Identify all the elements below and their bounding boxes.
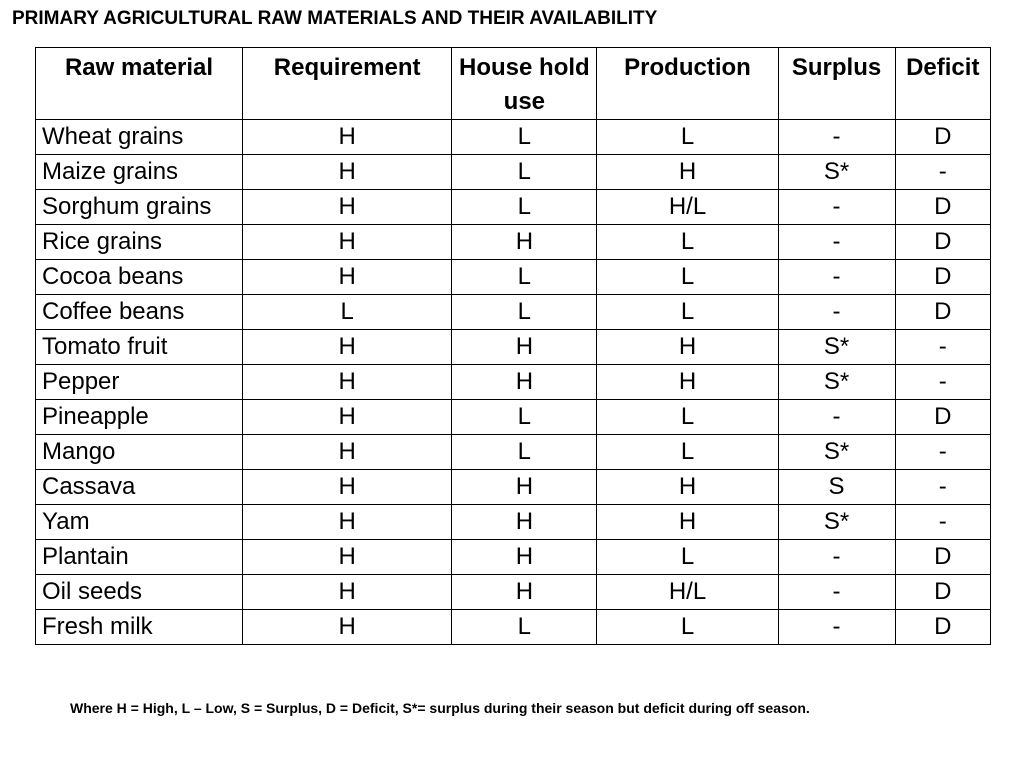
- cell-surplus: -: [778, 400, 895, 435]
- cell-production: H/L: [597, 190, 778, 225]
- cell-raw-material: Coffee beans: [36, 295, 243, 330]
- cell-requirement: H: [243, 190, 452, 225]
- header-production: Production: [597, 48, 778, 120]
- cell-household-use: L: [452, 400, 597, 435]
- table-row: [36, 400, 991, 435]
- header-surplus: Surplus: [778, 48, 895, 120]
- cell-household-use: L: [452, 260, 597, 295]
- table-row: [36, 575, 991, 610]
- cell-household-use: L: [452, 120, 597, 155]
- cell-household-use: H: [452, 505, 597, 540]
- cell-requirement: H: [243, 470, 452, 505]
- cell-surplus: -: [778, 120, 895, 155]
- cell-requirement: H: [243, 575, 452, 610]
- cell-production: H: [597, 505, 778, 540]
- cell-household-use: H: [452, 575, 597, 610]
- table-row: [36, 365, 991, 400]
- cell-production: H: [597, 365, 778, 400]
- cell-surplus: S*: [778, 330, 895, 365]
- cell-production: L: [597, 120, 778, 155]
- cell-raw-material: Rice grains: [36, 225, 243, 260]
- cell-requirement: L: [243, 295, 452, 330]
- cell-deficit: D: [895, 190, 990, 225]
- table-row: [36, 470, 991, 505]
- cell-surplus: -: [778, 260, 895, 295]
- cell-household-use: H: [452, 330, 597, 365]
- cell-raw-material: Plantain: [36, 540, 243, 575]
- table-row: [36, 505, 991, 540]
- cell-surplus: S*: [778, 435, 895, 470]
- table-row: [36, 155, 991, 190]
- cell-raw-material: Sorghum grains: [36, 190, 243, 225]
- cell-surplus: S: [778, 470, 895, 505]
- cell-household-use: L: [452, 435, 597, 470]
- cell-deficit: -: [895, 470, 990, 505]
- cell-production: H: [597, 155, 778, 190]
- cell-requirement: H: [243, 330, 452, 365]
- table-row: [36, 540, 991, 575]
- cell-raw-material: Yam: [36, 505, 243, 540]
- cell-deficit: D: [895, 575, 990, 610]
- cell-deficit: D: [895, 120, 990, 155]
- cell-surplus: -: [778, 610, 895, 645]
- cell-deficit: D: [895, 610, 990, 645]
- cell-raw-material: Oil seeds: [36, 575, 243, 610]
- header-raw-material: Raw material: [36, 48, 243, 120]
- table-row: [36, 190, 991, 225]
- cell-production: L: [597, 540, 778, 575]
- cell-raw-material: Maize grains: [36, 155, 243, 190]
- table-row: [36, 260, 991, 295]
- cell-household-use: L: [452, 190, 597, 225]
- cell-production: L: [597, 435, 778, 470]
- cell-requirement: H: [243, 155, 452, 190]
- header-requirement: Requirement: [243, 48, 452, 120]
- cell-production: L: [597, 610, 778, 645]
- cell-raw-material: Fresh milk: [36, 610, 243, 645]
- cell-surplus: -: [778, 295, 895, 330]
- page-title: PRIMARY AGRICULTURAL RAW MATERIALS AND THEIR AVAILABILITY: [12, 8, 658, 29]
- cell-production: L: [597, 225, 778, 260]
- cell-surplus: S*: [778, 505, 895, 540]
- cell-deficit: D: [895, 540, 990, 575]
- table-row: [36, 610, 991, 645]
- cell-deficit: D: [895, 295, 990, 330]
- cell-deficit: D: [895, 225, 990, 260]
- cell-surplus: S*: [778, 155, 895, 190]
- cell-household-use: L: [452, 155, 597, 190]
- cell-production: H/L: [597, 575, 778, 610]
- cell-household-use: H: [452, 365, 597, 400]
- cell-production: L: [597, 400, 778, 435]
- cell-raw-material: Cassava: [36, 470, 243, 505]
- cell-surplus: S*: [778, 365, 895, 400]
- table-row: [36, 330, 991, 365]
- cell-requirement: H: [243, 260, 452, 295]
- cell-household-use: H: [452, 470, 597, 505]
- cell-household-use: H: [452, 540, 597, 575]
- cell-deficit: -: [895, 435, 990, 470]
- cell-production: H: [597, 470, 778, 505]
- cell-requirement: H: [243, 400, 452, 435]
- table-row: [36, 225, 991, 260]
- cell-deficit: -: [895, 365, 990, 400]
- cell-household-use: H: [452, 225, 597, 260]
- cell-production: L: [597, 295, 778, 330]
- cell-requirement: H: [243, 610, 452, 645]
- cell-household-use: L: [452, 295, 597, 330]
- cell-requirement: H: [243, 120, 452, 155]
- table-row: [36, 435, 991, 470]
- cell-deficit: D: [895, 260, 990, 295]
- cell-deficit: -: [895, 155, 990, 190]
- cell-requirement: H: [243, 540, 452, 575]
- cell-production: H: [597, 330, 778, 365]
- cell-requirement: H: [243, 505, 452, 540]
- cell-requirement: H: [243, 435, 452, 470]
- cell-raw-material: Cocoa beans: [36, 260, 243, 295]
- cell-raw-material: Wheat grains: [36, 120, 243, 155]
- cell-requirement: H: [243, 225, 452, 260]
- cell-surplus: -: [778, 190, 895, 225]
- cell-surplus: -: [778, 575, 895, 610]
- table-header-row: [36, 48, 991, 120]
- header-household-use: House hold use: [452, 48, 597, 120]
- cell-deficit: -: [895, 505, 990, 540]
- cell-surplus: -: [778, 225, 895, 260]
- header-deficit: Deficit: [895, 48, 990, 120]
- table-row: [36, 120, 991, 155]
- cell-raw-material: Pepper: [36, 365, 243, 400]
- cell-household-use: L: [452, 610, 597, 645]
- cell-deficit: -: [895, 330, 990, 365]
- availability-table: [35, 47, 991, 645]
- cell-production: L: [597, 260, 778, 295]
- table-row: [36, 295, 991, 330]
- cell-requirement: H: [243, 365, 452, 400]
- cell-raw-material: Tomato fruit: [36, 330, 243, 365]
- cell-deficit: D: [895, 400, 990, 435]
- cell-raw-material: Pineapple: [36, 400, 243, 435]
- cell-surplus: -: [778, 540, 895, 575]
- cell-raw-material: Mango: [36, 435, 243, 470]
- legend-footnote: Where H = High, L – Low, S = Surplus, D = Deficit, S*= surplus during their season but deficit during off season.: [70, 700, 810, 716]
